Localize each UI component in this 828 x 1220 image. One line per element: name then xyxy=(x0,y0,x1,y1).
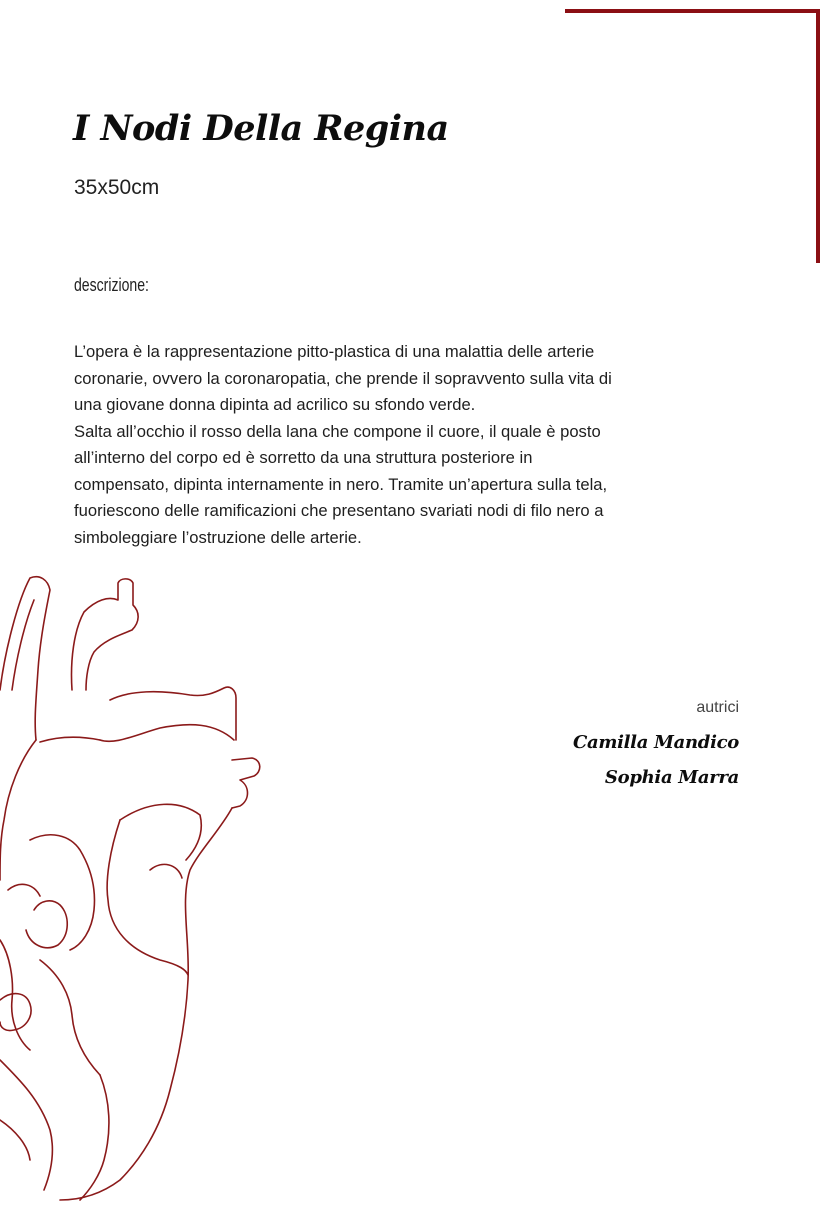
authors-block xyxy=(573,699,739,795)
heart-illustration-icon xyxy=(0,560,300,1220)
artwork-size: 35x50cm xyxy=(74,176,160,199)
corner-frame-decoration xyxy=(565,9,820,263)
description-line: L’opera è la rappresentazione pitto-plastica di una malattia delle arterie xyxy=(74,342,595,361)
description-line: fuoriescono delle ramificazioni che presentano svariati nodi di filo nero a xyxy=(74,501,604,520)
description-body xyxy=(74,339,764,551)
authors-label: autrici xyxy=(696,699,739,716)
author-name: Camilla Mandico xyxy=(572,732,739,753)
description-line: all’interno del corpo ed è sorretto da una struttura posteriore in xyxy=(74,448,533,467)
description-line: compensato, dipinta internamente in nero. Tramite un’apertura sulla tela, xyxy=(74,474,608,494)
artwork-title: I Nodi Della Regina xyxy=(73,108,449,149)
description-line: una giovane donna dipinta ad acrilico su sfondo verde. xyxy=(74,395,476,414)
description-line: Salta all’occhio il rosso della lana che compone il cuore, il quale è posto xyxy=(74,421,601,441)
author-name: Sophia Marra xyxy=(604,767,739,788)
description-label: descrizione: xyxy=(74,275,149,295)
description-line: coronarie, ovvero la coronaropatia, che prende il sopravvento sulla vita di xyxy=(74,368,612,388)
description-line: simboleggiare l’ostruzione delle arterie. xyxy=(74,527,362,547)
